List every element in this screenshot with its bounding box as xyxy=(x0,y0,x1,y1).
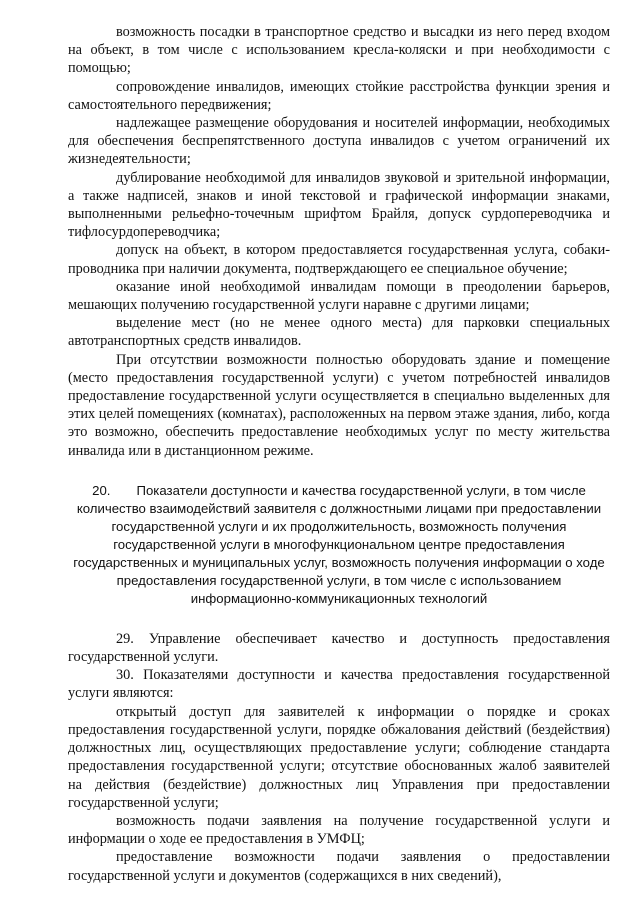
document-page xyxy=(68,23,610,885)
paragraph-guide-dog-access: допуск на объект, в котором предоставляется государственная услуга, собаки-проводника при наличии документа, подтверждающего ее специальное обучение; xyxy=(68,242,610,277)
section-heading-20 xyxy=(68,482,610,608)
paragraph-boarding-assistance: возможность посадки в транспортное средство и высадки из него перед входом на объект, в том числе с использованием кресла-коляски и при необходимости с помощью; xyxy=(68,24,610,77)
paragraph-escort-disabled: сопровождение инвалидов, имеющих стойкие расстройства функции зрения и самостоятельного передвижения; xyxy=(68,78,610,113)
paragraph-parking-spaces: выделение мест (но не менее одного места) для парковки специальных автотранспортных средств инвалидов. xyxy=(68,315,610,350)
paragraph-information-duplication: дублирование необходимой для инвалидов звуковой и зрительной информации, а также надписей, знаков и иной текстовой и графической информации знаками, выполненными рельефно-точечным шрифтом Брайля, допуск сурдопереводчика и тифлосурдопереводчика; xyxy=(68,169,610,241)
paragraph-alternative-premises: При отсутствии возможности полностью оборудовать здание и помещение (место предоставления государственной услуги) с учетом потребностей инвалидов предоставление государственной услуги осуществляется в специально выделенных для этих целей помещениях (комнатах), расположенных на первом этаже здания, либо, когда это возможно, обеспечить предоставление необходимых услуг по месту жительства инвалида или в дистанционном режиме. xyxy=(68,351,610,459)
paragraph-29: 29. Управление обеспечивает качество и доступность предоставления государственной услуги. xyxy=(68,630,610,666)
section-spacer xyxy=(68,608,610,630)
paragraph-30: 30. Показателями доступности и качества предоставления государственной услуги являются: xyxy=(68,667,610,702)
paragraph-equipment-placement: надлежащее размещение оборудования и носителей информации, необходимых для обеспечения беспрепятственного доступа инвалидов с учетом ограничений их жизнедеятельности; xyxy=(68,115,610,168)
paragraph-application-submission: предоставление возможности подачи заявления о предоставлении государственной услуги и документов (содержащихся в них сведений), xyxy=(68,849,610,884)
paragraph-open-access: открытый доступ для заявителей к информации о порядке и сроках предоставления государственной услуги, порядке обжалования действий (бездействия) должностных лиц, осуществляющих предоставление услуги; соблюдение стандарта предоставления государственной услуги; отсутствие обоснованных жалоб заявителей на действия (бездействие) должностных лиц Управления при предоставлении государственной услуги; xyxy=(68,703,610,811)
paragraph-application-umfc: возможность подачи заявления на получение государственной услуги и информации о ходе ее предоставления в УМФЦ; xyxy=(68,812,610,848)
section-number: 20. xyxy=(92,482,111,498)
paragraph-other-assistance: оказание иной необходимой инвалидам помощи в преодолении барьеров, мешающих получению государственной услуги наравне с другими лицами; xyxy=(68,278,610,314)
section-heading-text: Показатели доступности и качества государственной услуги, в том числе количество взаимодействий заявителя с должностными лицами при предоставлении государственной услуги и их продолжительность, возможность получения государственной услуги в многофункциональном центре предоставления государственных и муниципальных услуг, возможность получения информации о ходе предоставления государственной услуги, в том числе с использованием информационно-коммуникационных технологий xyxy=(73,482,605,606)
